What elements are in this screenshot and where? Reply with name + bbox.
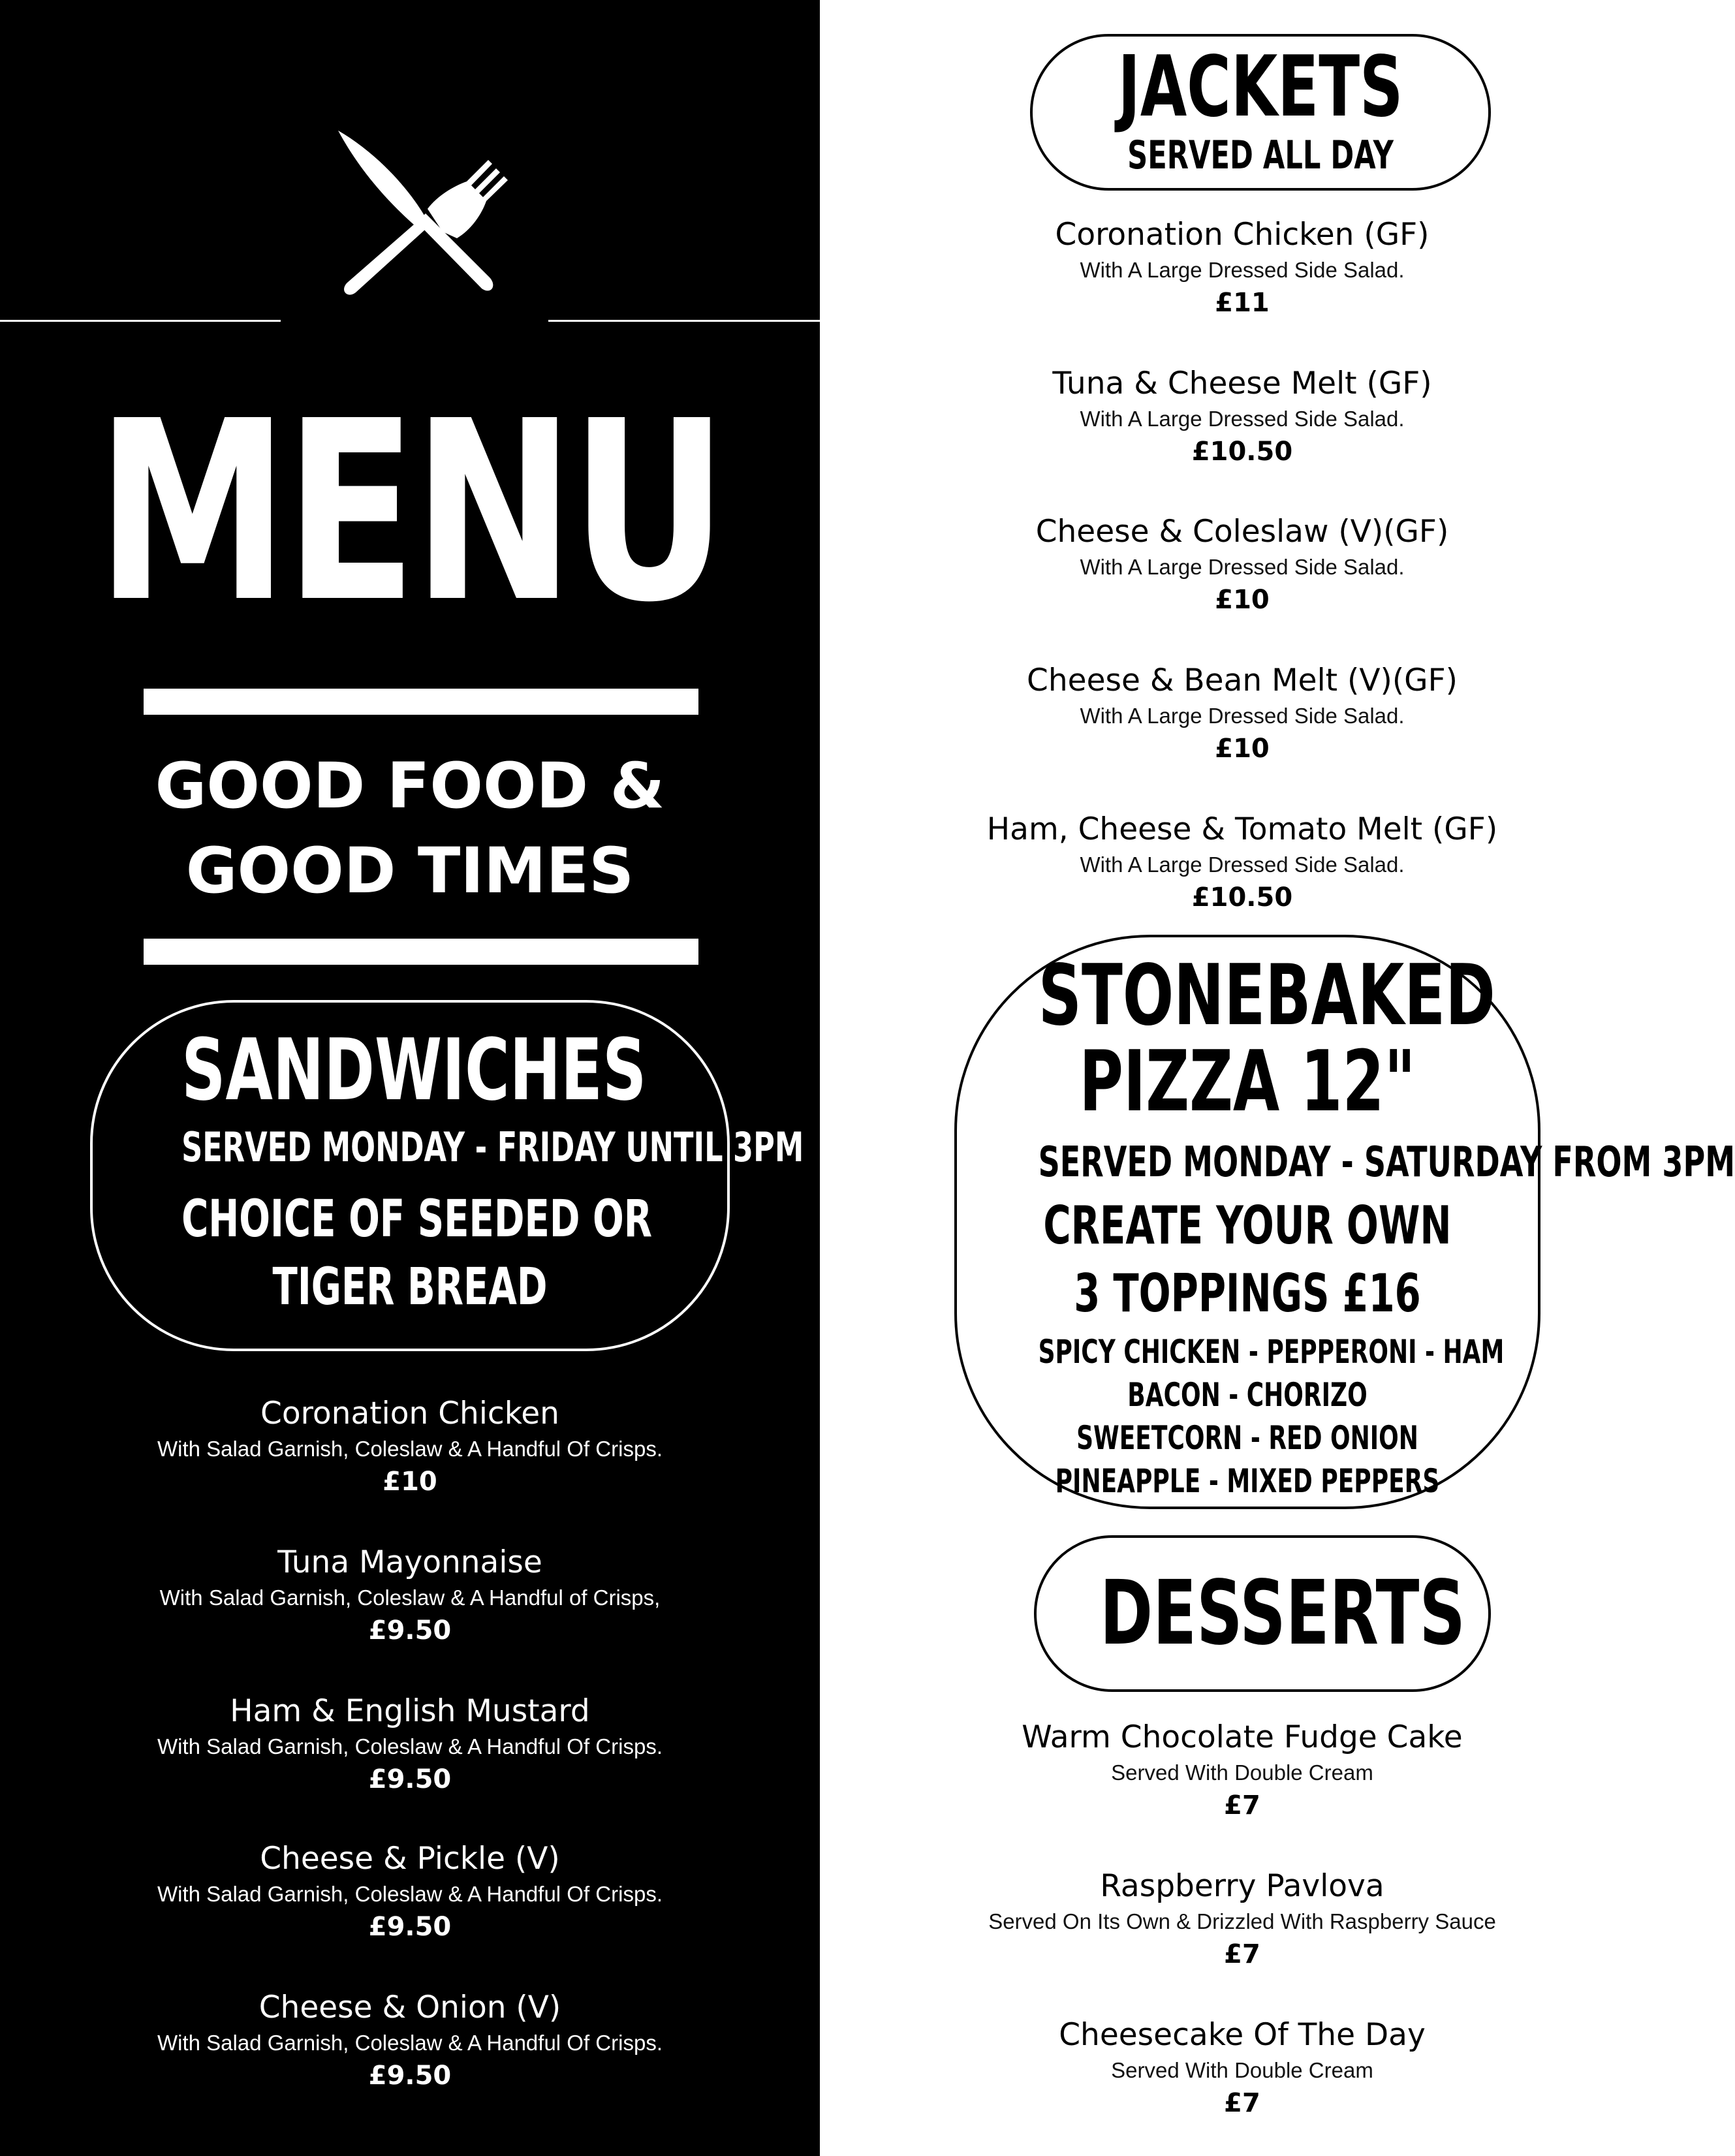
jacket-item [820,512,1665,617]
sandwich-item [0,1692,820,1796]
item-description: With A Large Dressed Side Salad. [1080,852,1405,877]
dessert-item [820,2016,1665,2120]
pizza-served: SERVED MONDAY - SATURDAY FROM 3PM [1038,1138,1735,1187]
item-price: £9.50 [368,1616,452,1646]
item-price: £10.50 [1191,883,1293,913]
white-bar-top [144,689,698,715]
pizza-toppings-price: 3 TOPPINGS £16 [1074,1263,1421,1324]
item-description: With Salad Garnish, Coleslaw & A Handful of Crisps, [159,1586,661,1610]
pizza-section [954,935,1735,1509]
item-name: Warm Chocolate Fudge Cake [1022,1719,1463,1755]
item-description: Served With Double Cream [1111,1760,1373,1785]
jacket-item [820,810,1665,914]
tagline-line-1: GOOD FOOD & [155,749,665,822]
item-description: With Salad Garnish, Coleslaw & A Handful Of Crisps. [157,1882,663,1906]
item-price: £10 [1215,585,1270,615]
item-description: With A Large Dressed Side Salad. [1080,555,1405,579]
fork-and-knife-crossed-icon [326,124,509,307]
sandwiches-served: SERVED MONDAY - FRIDAY UNTIL 3PM [181,1123,804,1171]
jacket-item [820,364,1665,469]
white-bar-bottom [144,939,698,965]
tagline-line-2: GOOD TIMES [185,834,634,907]
item-name: Cheesecake Of The Day [1059,2017,1426,2053]
pizza-topping-line: PINEAPPLE - MIXED PEPPERS [1055,1462,1440,1500]
item-name: Ham, Cheese & Tomato Melt (GF) [986,811,1498,847]
pizza-topping-line: SWEETCORN - RED ONION [1076,1419,1418,1457]
dessert-item [820,1718,1665,1822]
item-price: £9.50 [368,1764,452,1794]
pizza-topping-line: SPICY CHICKEN - PEPPERONI - HAM [1038,1333,1505,1371]
item-price: £11 [1215,288,1270,318]
item-price: £7 [1224,1790,1260,1820]
jackets-title: JACKETS [1118,39,1403,136]
menu-title: MENU [96,367,724,657]
jackets-header [1030,34,1491,191]
item-name: Raspberry Pavlova [1100,1868,1384,1904]
pizza-create-your-own: CREATE YOUR OWN [1043,1195,1452,1256]
item-description: With A Large Dressed Side Salad. [1080,704,1405,728]
item-name: Cheese & Coleslaw (V)(GF) [1035,514,1449,550]
jackets-subtitle: SERVED ALL DAY [1127,133,1394,178]
divider-line-right [548,320,820,322]
item-description: With Salad Garnish, Coleslaw & A Handful Of Crisps. [157,1437,663,1461]
item-name: Tuna Mayonnaise [277,1544,542,1580]
desserts-title: DESSERTS [1099,1562,1465,1665]
pizza-topping-line: BACON - CHORIZO [1127,1376,1368,1414]
sandwich-item [0,1988,820,2093]
item-name: Coronation Chicken (GF) [1055,217,1430,253]
item-name: Cheese & Pickle (V) [260,1841,560,1877]
item-price: £9.50 [368,2061,452,2091]
item-name: Cheese & Onion (V) [258,1990,561,2025]
item-price: £10.50 [1191,437,1293,467]
sandwich-item [0,1839,820,1944]
item-price: £9.50 [368,1912,452,1942]
item-description: With A Large Dressed Side Salad. [1080,258,1405,282]
divider-line-left [0,320,281,322]
item-name: Cheese & Bean Melt (V)(GF) [1027,663,1458,698]
item-price: £7 [1224,2088,1260,2118]
item-description: Served With Double Cream [1111,2058,1373,2082]
sandwich-item [0,1543,820,1648]
jacket-item [820,661,1665,766]
item-description: With A Large Dressed Side Salad. [1080,407,1405,431]
dessert-item [820,1867,1665,1971]
item-price: £7 [1224,1939,1260,1969]
sandwiches-title: SANDWICHES [181,1020,647,1119]
pizza-title-line-1: STONEBAKED [1038,947,1495,1044]
item-name: Tuna & Cheese Melt (GF) [1052,366,1432,401]
sandwiches-choice-1: CHOICE OF SEEDED OR [181,1190,653,1249]
desserts-header [1034,1535,1491,1692]
pizza-title-line-2: PIZZA 12" [1079,1033,1416,1131]
item-name: Coronation Chicken [260,1396,559,1431]
item-description: With Salad Garnish, Coleslaw & A Handful Of Crisps. [157,2031,663,2055]
sandwiches-header [90,1000,804,1351]
item-description: Served On Its Own & Drizzled With Raspberry Sauce [988,1909,1496,1933]
sandwich-item [0,1394,820,1499]
item-description: With Salad Garnish, Coleslaw & A Handful Of Crisps. [157,1734,663,1758]
item-name: Ham & English Mustard [230,1693,590,1729]
jacket-item [820,215,1665,320]
sandwiches-choice-2: TIGER BREAD [272,1258,548,1317]
item-price: £10 [383,1467,437,1497]
item-price: £10 [1215,734,1270,764]
